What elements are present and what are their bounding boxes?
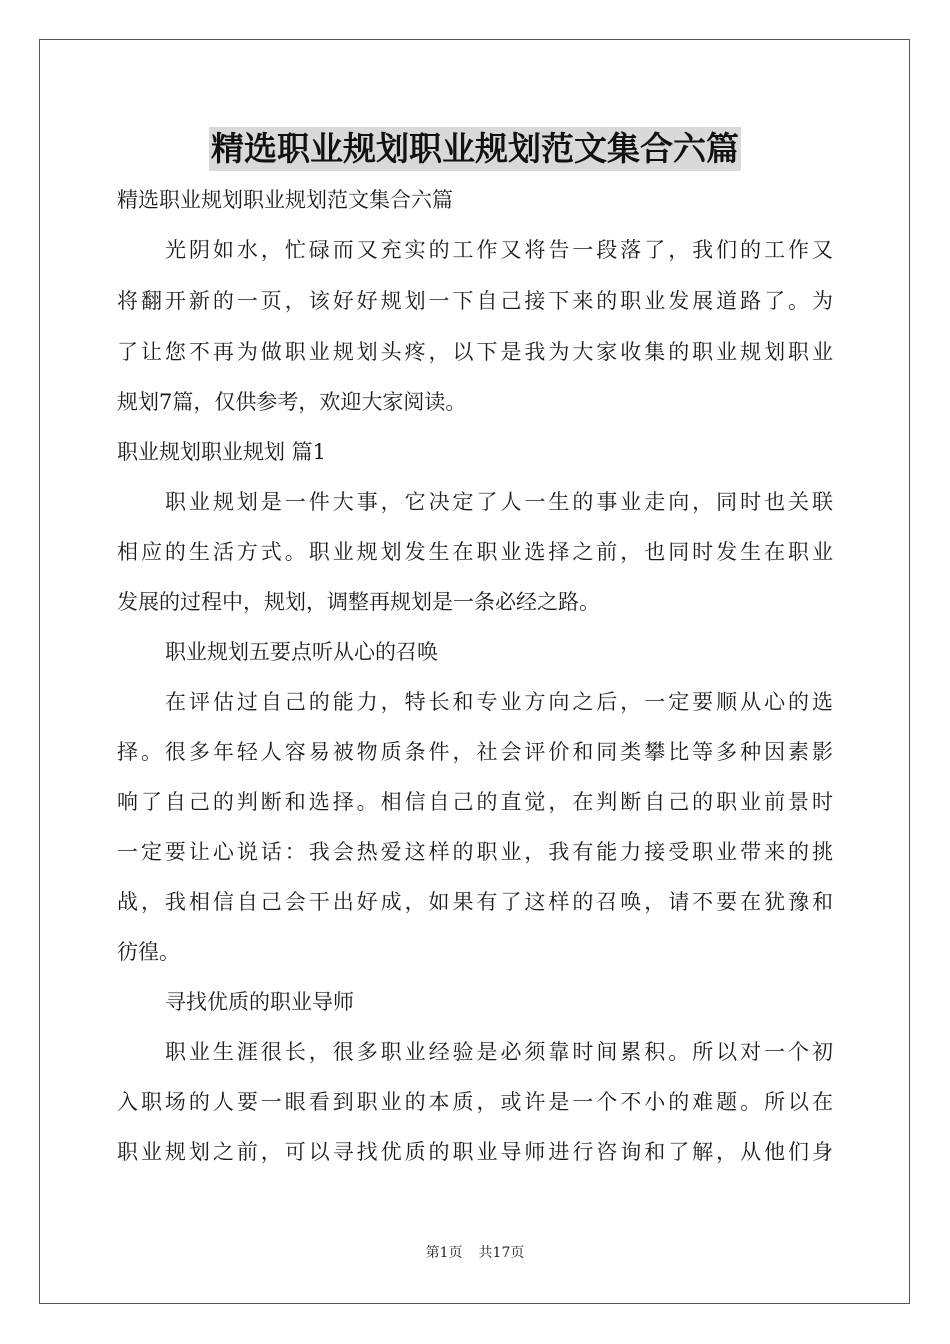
subheading-line: 职业规划五要点听从心的召唤 bbox=[165, 640, 438, 664]
paragraph-line: 入职场的人要一眼看到职业的本质，或许是一个不小的难题。所以在 bbox=[117, 1090, 833, 1114]
paragraph-line: 光阴如水，忙碌而又充实的工作又将告一段落了，我们的工作又 bbox=[165, 238, 833, 262]
page-footer bbox=[0, 1244, 950, 1262]
title-container bbox=[117, 127, 833, 171]
paragraph-line: 规划7篇，仅供参考，欢迎大家阅读。 bbox=[117, 390, 467, 414]
paragraph-line: 彷徨。 bbox=[117, 940, 180, 964]
subheading-line: 寻找优质的职业导师 bbox=[165, 990, 354, 1014]
subtitle-line: 精选职业规划职业规划范文集合六篇 bbox=[117, 188, 453, 212]
paragraph-line: 战，我相信自己会干出好成，如果有了这样的召唤，请不要在犹豫和 bbox=[117, 890, 833, 914]
paragraph-line: 响了自己的判断和选择。相信自己的直觉，在判断自己的职业前景时 bbox=[117, 790, 833, 814]
paragraph-line: 了让您不再为做职业规划头疼，以下是我为大家收集的职业规划职业 bbox=[117, 340, 833, 364]
page-number: 第1页 bbox=[425, 1245, 463, 1261]
paragraph-line: 职业生涯很长，很多职业经验是必须靠时间累积。所以对一个初 bbox=[165, 1040, 833, 1064]
paragraph-line: 将翻开新的一页，该好好规划一下自己接下来的职业发展道路了。为 bbox=[117, 289, 833, 313]
paragraph-line: 一定要让心说话：我会热爱这样的职业，我有能力接受职业带来的挑 bbox=[117, 840, 833, 864]
page-total: 共17页 bbox=[478, 1245, 525, 1261]
paragraph-line: 职业规划是一件大事，它决定了人一生的事业走向，同时也关联 bbox=[165, 490, 833, 514]
paragraph-line: 职业规划之前，可以寻找优质的职业导师进行咨询和了解，从他们身 bbox=[117, 1140, 833, 1164]
paragraph-line: 相应的生活方式。职业规划发生在职业选择之前，也同时发生在职业 bbox=[117, 540, 833, 564]
document-title: 精选职业规划职业规划范文集合六篇 bbox=[209, 127, 741, 171]
paragraph-line: 择。很多年轻人容易被物质条件，社会评价和同类攀比等多种因素影 bbox=[117, 740, 833, 764]
section-heading: 职业规划职业规划 篇1 bbox=[117, 440, 327, 464]
paragraph-line: 在评估过自己的能力，特长和专业方向之后，一定要顺从心的选 bbox=[165, 690, 833, 714]
paragraph-line: 发展的过程中，规划，调整再规划是一条必经之路。 bbox=[117, 590, 600, 614]
